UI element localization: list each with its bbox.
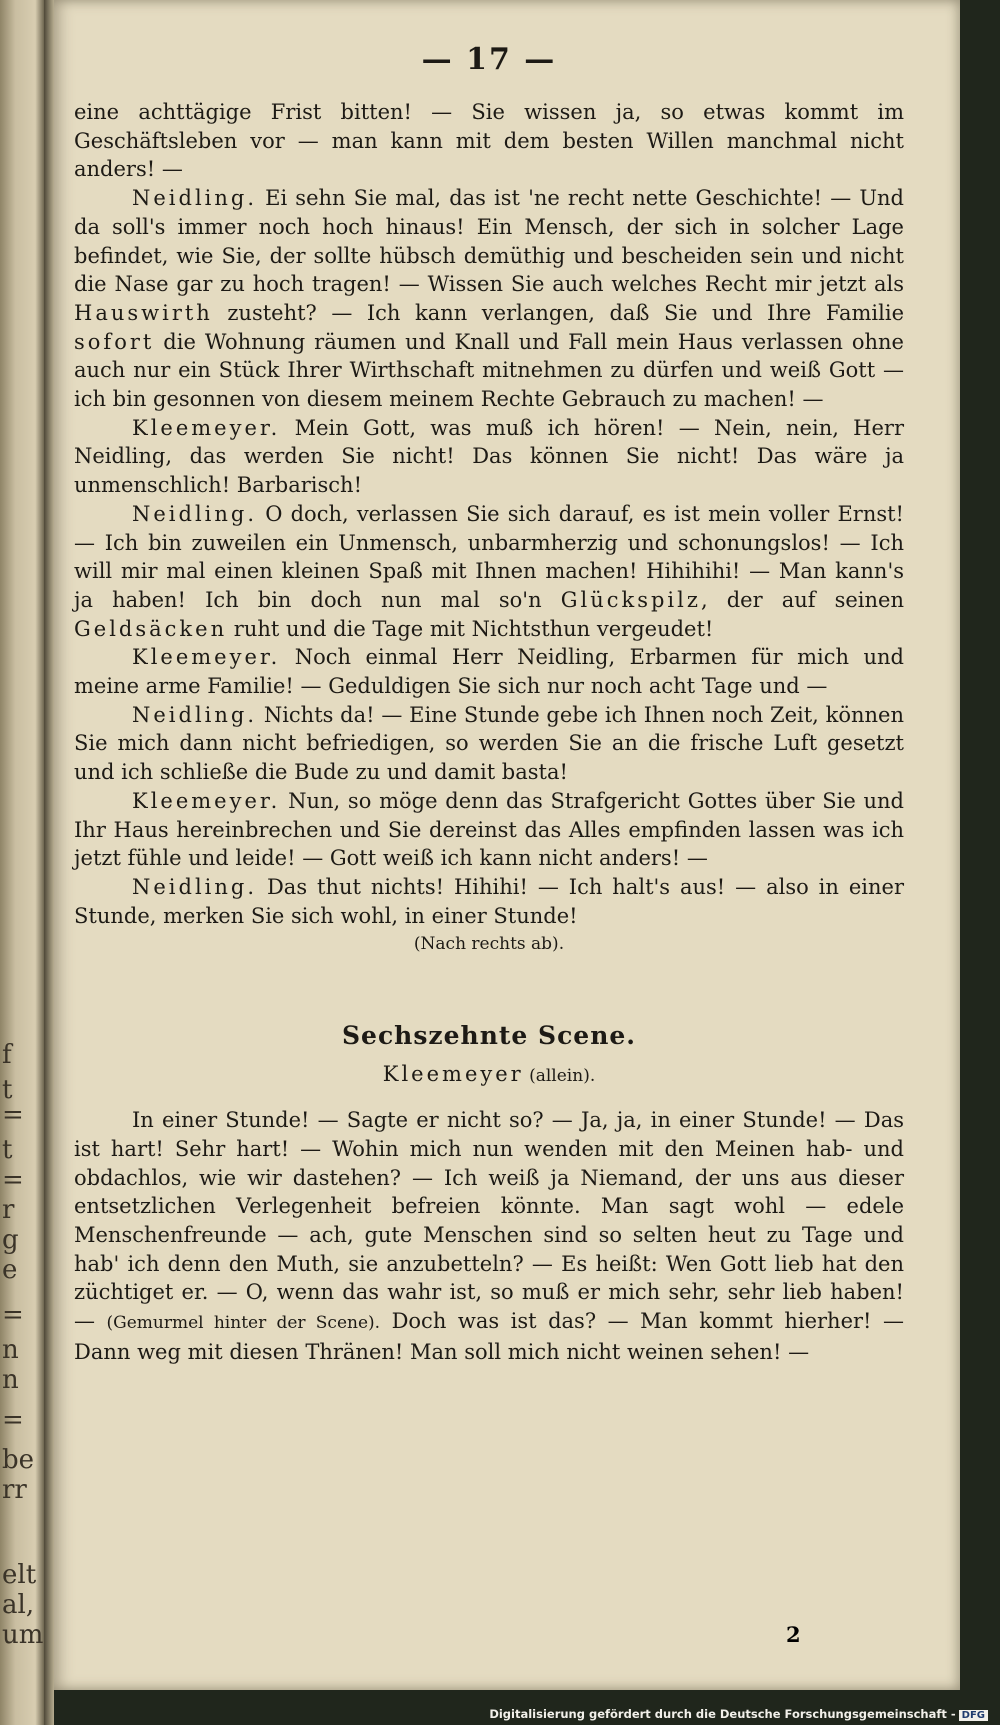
- paragraph: [74, 414, 904, 500]
- emphasized-text: Hauswirth: [74, 300, 213, 325]
- margin-fragment: be: [2, 1445, 35, 1475]
- left-margin-fragments: [0, 0, 44, 1725]
- paragraph: [74, 643, 904, 700]
- margin-fragment: =: [2, 1405, 24, 1435]
- stage-direction: (Gemurmel hinter der Scene).: [106, 1313, 381, 1334]
- margin-fragment: t: [2, 1075, 13, 1105]
- margin-fragment: g: [2, 1225, 19, 1255]
- margin-fragment: e: [2, 1255, 18, 1285]
- digitization-credit: [489, 1707, 988, 1721]
- emphasized-text: sofort: [74, 329, 155, 354]
- speaker-name: Neidling.: [132, 501, 258, 526]
- paragraph-text: zusteht? — Ich kann verlangen, daß Sie und Ihre Familie: [212, 300, 904, 325]
- emphasized-text: Glückspilz: [560, 587, 701, 612]
- paragraph: [74, 873, 904, 930]
- scene-character-line: [74, 1062, 904, 1086]
- book-gutter: [44, 0, 54, 1725]
- paragraph-text: Noch einmal Herr Neidling, Erbarmen für mich und meine arme Familie! — Geduldigen Sie sich nur noch acht Tage und —: [74, 645, 904, 699]
- paragraph-text: Nun, so möge denn das Strafgericht Gottes über Sie und Ihr Haus hereinbrechen und Sie dereinst das Alles empfinden lassen was ich jetzt fühle und leide! — Gott weiß ich kann nicht anders! —: [74, 788, 904, 871]
- monologue-segment: In einer Stunde! — Sagte er nicht so? — Ja, ja, in einer Stunde! — Das ist hart! Sehr hart! — Wohin mich nun wenden mit den Meinen hab- und obdachlos, wie wir dastehen? — Ich weiß ja Niemand, der uns aus dieser entsetzlichen Verlegenheit befreien könnte. Man sagt wohl — edele Menschenfreunde — ach, gute Menschen sind so selten heut zu Tage und hab' ich denn den Muth, sie anzubetteln? — Es heißt: Wen Gott lieb hat den züchtiget er. — O, wenn das wahr ist, so muß er mich sehr, sehr lieb haben! —: [74, 1108, 904, 1334]
- emphasized-text: Geldsäcken: [74, 616, 228, 641]
- paragraph: [74, 184, 904, 414]
- scene-title: Sechszehnte Scene.: [341, 1021, 636, 1051]
- speaker-name: Neidling.: [132, 874, 258, 899]
- margin-fragment: al,: [2, 1590, 35, 1620]
- margin-fragment: rr: [2, 1475, 27, 1505]
- paragraph-text: eine achttägige Frist bitten! — Sie wissen ja, so etwas kommt im Geschäftsleben vor — man kann mit dem besten Willen manchmal nicht anders! —: [74, 100, 904, 182]
- margin-fragment: r: [2, 1195, 15, 1225]
- margin-fragment: um: [2, 1620, 44, 1650]
- dialogue-text: [74, 98, 904, 930]
- speaker-name: Kleemeyer.: [132, 645, 281, 670]
- paragraph-text: O doch, verlassen Sie sich darauf, es ist mein voller Ernst! — Ich bin zuweilen ein Unmensch, unbarmherzig und schonungslos! — Ich will mir mal einen kleinen Spaß mit Ihnen machen! Hihihihi! — Man kann's ja haben! Ich bin doch nun mal so'n: [74, 501, 904, 612]
- scene-character: Kleemeyer: [382, 1062, 524, 1087]
- paragraph: [74, 500, 904, 644]
- stage-direction-exit: (Nach rechts ab).: [413, 934, 565, 955]
- credit-text: Digitalisierung gefördert durch die Deutsche Forschungsgemeinschaft -: [489, 1707, 956, 1721]
- speaker-name: Neidling.: [132, 702, 258, 727]
- paragraph-text: Ei sehn Sie mal, das ist 'ne recht nette Geschichte! — Und da soll's immer noch hoch hinaus! Ein Mensch, der sich in solcher Lage befindet, wie Sie, der sollte hübsch demüthig und bescheiden sein und nicht die Nase gar zu hoch tragen! — Wissen Sie auch welches Recht mir jetzt als: [74, 186, 904, 297]
- paragraph: [74, 701, 904, 787]
- monologue-text: [74, 1106, 904, 1366]
- paragraph-text: , der auf seinen: [700, 587, 904, 612]
- margin-fragment: n: [2, 1365, 19, 1395]
- dfg-logo: DFG: [959, 1710, 988, 1721]
- speaker-name: Neidling.: [132, 186, 258, 211]
- margin-fragment: elt: [2, 1560, 37, 1590]
- page-content: [74, 42, 904, 1366]
- paragraph-text: ruht und die Tage mit Nichtsthun vergeudet!: [227, 616, 714, 641]
- page-number: — 17 —: [421, 42, 557, 77]
- scene-character-note: (allein).: [523, 1066, 596, 1087]
- paragraph: [74, 98, 904, 184]
- margin-fragment: t: [2, 1135, 13, 1165]
- margin-fragment: =: [2, 1100, 24, 1130]
- speaker-name: Kleemeyer.: [132, 788, 281, 813]
- paragraph-text: Das thut nichts! Hihihi! — Ich halt's aus! — also in einer Stunde, merken Sie sich wohl, in einer Stunde!: [74, 874, 904, 928]
- margin-fragment: n: [2, 1335, 19, 1365]
- monologue-segment: Doch was ist das? — Man kommt hierher! — Dann weg mit diesen Thränen! Man soll mich nicht weinen sehen! —: [74, 1309, 904, 1364]
- margin-fragment: =: [2, 1300, 24, 1330]
- speaker-name: Kleemeyer.: [132, 415, 281, 440]
- paragraph-text: die Wohnung räumen und Knall und Fall mein Haus verlassen ohne auch nur ein Stück Ihrer Wirthschaft mitnehmen zu dürfen und weiß Gott — ich bin gesonnen von diesem meinem Rechte Gebrauch zu machen! —: [74, 329, 904, 412]
- book-page: [54, 0, 960, 1690]
- margin-fragment: f: [2, 1040, 12, 1070]
- signature-mark: 2: [786, 1622, 801, 1647]
- paragraph-text: Nichts da! — Eine Stunde gebe ich Ihnen noch Zeit, können Sie mich dann nicht befriedigen, so werden Sie an die frische Luft gesetzt und ich schließe die Bude zu und damit basta!: [74, 702, 904, 785]
- margin-fragment: =: [2, 1165, 24, 1195]
- paragraph-text: Mein Gott, was muß ich hören! — Nein, nein, Herr Neidling, das werden Sie nicht! Das können Sie nicht! Das wäre ja unmenschlich! Barbarisch!: [74, 415, 904, 498]
- paragraph: [74, 787, 904, 873]
